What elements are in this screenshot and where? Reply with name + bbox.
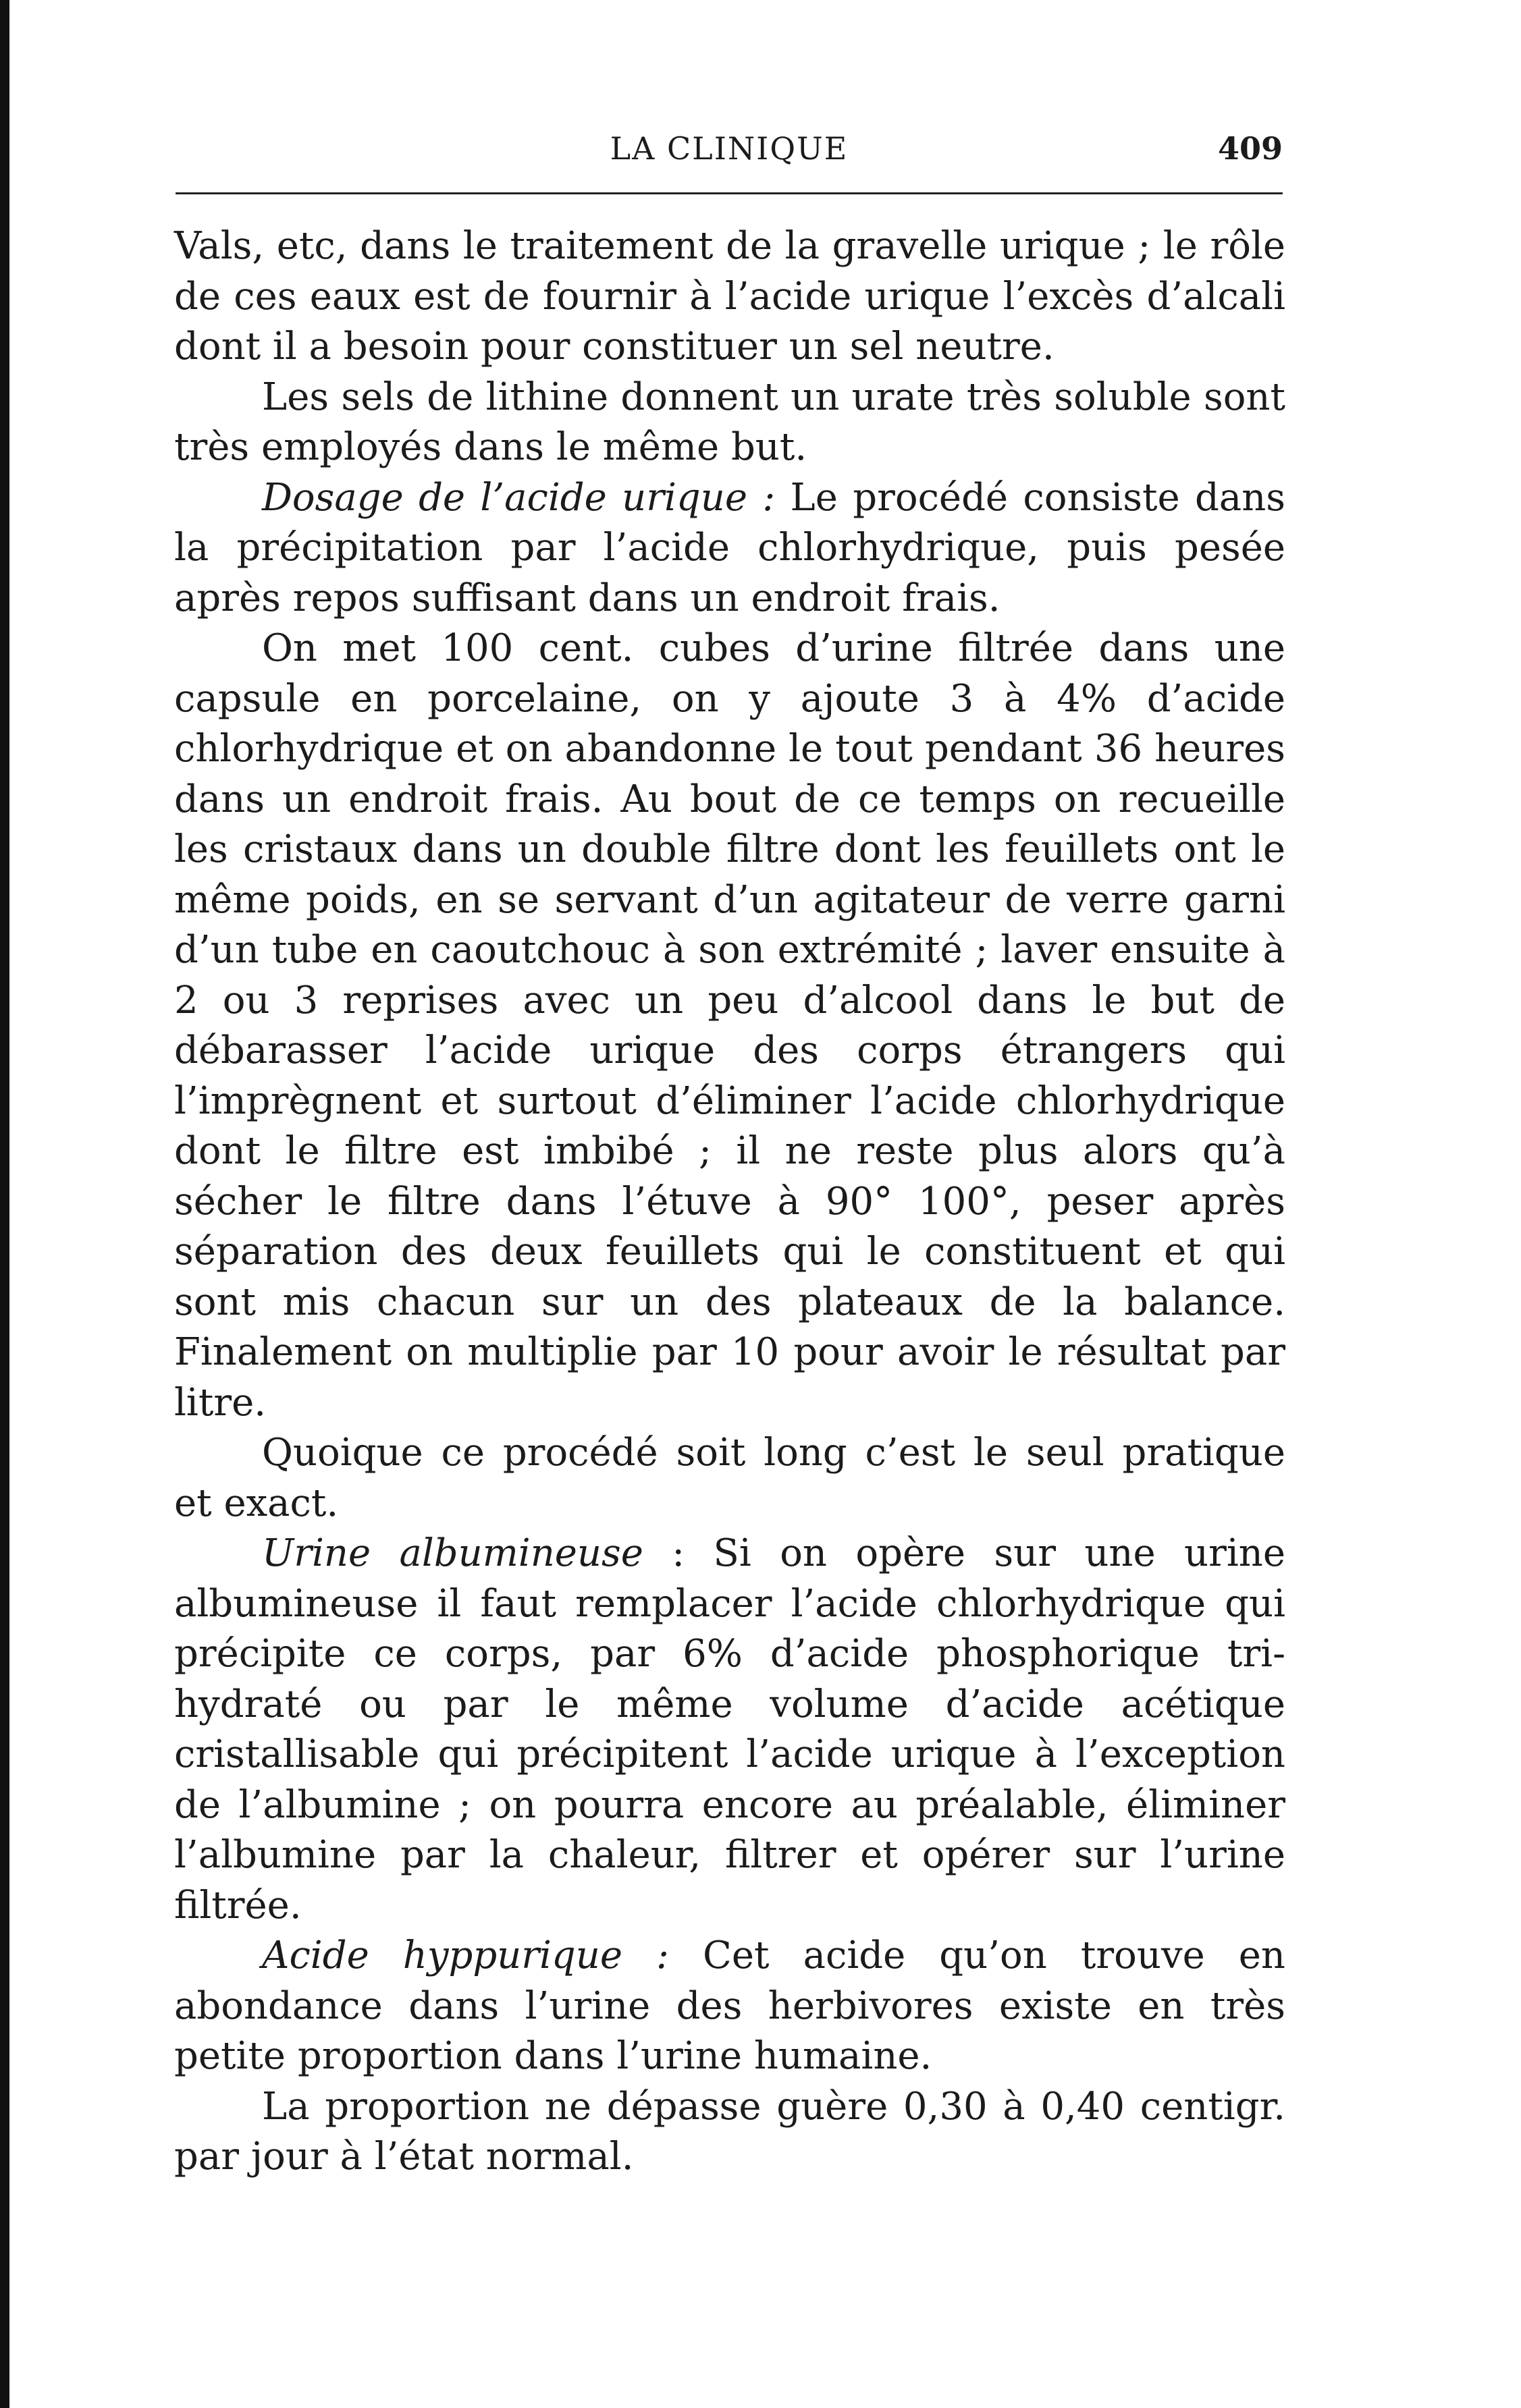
page-binding-edge	[0, 0, 9, 2408]
body-text	[174, 221, 1285, 2183]
paragraph-text: Cet acide qu’on trouve en abondance dans l’urine des herbivores existe en très petite proportion dans l’urine humaine.	[174, 1934, 1286, 2078]
paragraph-text: Vals, etc, dans le traitement de la gravelle urique ; le rôle de ces eaux est de fournir à l’acide urique l’excès d’alcali dont il a besoin pour constituer un sel neutre.	[174, 224, 1285, 368]
paragraph	[174, 221, 1285, 373]
page-header	[176, 125, 1283, 172]
running-title: LA CLINIQUE	[610, 130, 849, 167]
section-lead: Acide hyppurique :	[262, 1934, 669, 1977]
paragraph-text: : Si on opère sur une urine albumineuse il faut remplacer l’acide chlorhydrique qui précipite ce corps, par 6% d’acide phosphorique tri-hydraté ou par le même volume d’acide acétique cristallisable qui précipitent l’acide urique à l’exception de l’albumine ; on pourra encore au préalable, éliminer l’albumine par la chaleur, filtrer et opérer sur l’urine filtrée.	[174, 1531, 1285, 1927]
paragraph	[174, 624, 1285, 1428]
paragraph	[174, 1931, 1285, 2082]
section-lead: Urine albumineuse	[262, 1531, 643, 1575]
paragraph-text: On met 100 cent. cubes d’urine filtrée dans une capsule en porcelaine, on y ajoute 3 à 4% d’acide chlorhydrique et on abandonne le tout pendant 36 heures dans un endroit frais. Au bout de ce temps on recueille les cristaux dans un double filtre dont les feuillets ont le même poids, en se servant d’un agitateur de verre garni d’un tube en caoutchouc à son extrémité ; laver ensuite à 2 ou 3 reprises avec un peu d’alcool dans le but de débarasser l’acide urique des corps étrangers qui l’imprègnent et surtout d’éliminer l’acide chlorhydrique dont le filtre est imbibé ; il ne reste plus alors qu’à sécher le filtre dans l’étuve à 90° 100°, peser après séparation des deux feuillets qui le constituent et qui sont mis chacun sur un des plateaux de la balance. Finalement on multiplie par 10 pour avoir le résultat par litre.	[174, 626, 1285, 1425]
paragraph	[174, 1529, 1285, 1931]
paragraph	[174, 373, 1285, 473]
page-number: 409	[1217, 130, 1283, 167]
paragraph	[174, 2082, 1285, 2183]
paragraph-text: Les sels de lithine donnent un urate très soluble sont très employés dans le même but.	[174, 375, 1285, 469]
paragraph-text: Quoique ce procédé soit long c’est le seul pratique et exact.	[174, 1431, 1285, 1525]
paragraph	[174, 1428, 1285, 1529]
section-lead: Dosage de l’acide urique :	[262, 475, 776, 520]
header-rule	[176, 192, 1283, 194]
paragraph	[174, 473, 1285, 624]
paragraph-text: Le procédé consiste dans la précipitation par l’acide chlorhydrique, puis pesée après repos suffisant dans un endroit frais.	[174, 475, 1285, 620]
paragraph-text: La proportion ne dépasse guère 0,30 à 0,40 centigr. par jour à l’état normal.	[174, 2084, 1285, 2179]
